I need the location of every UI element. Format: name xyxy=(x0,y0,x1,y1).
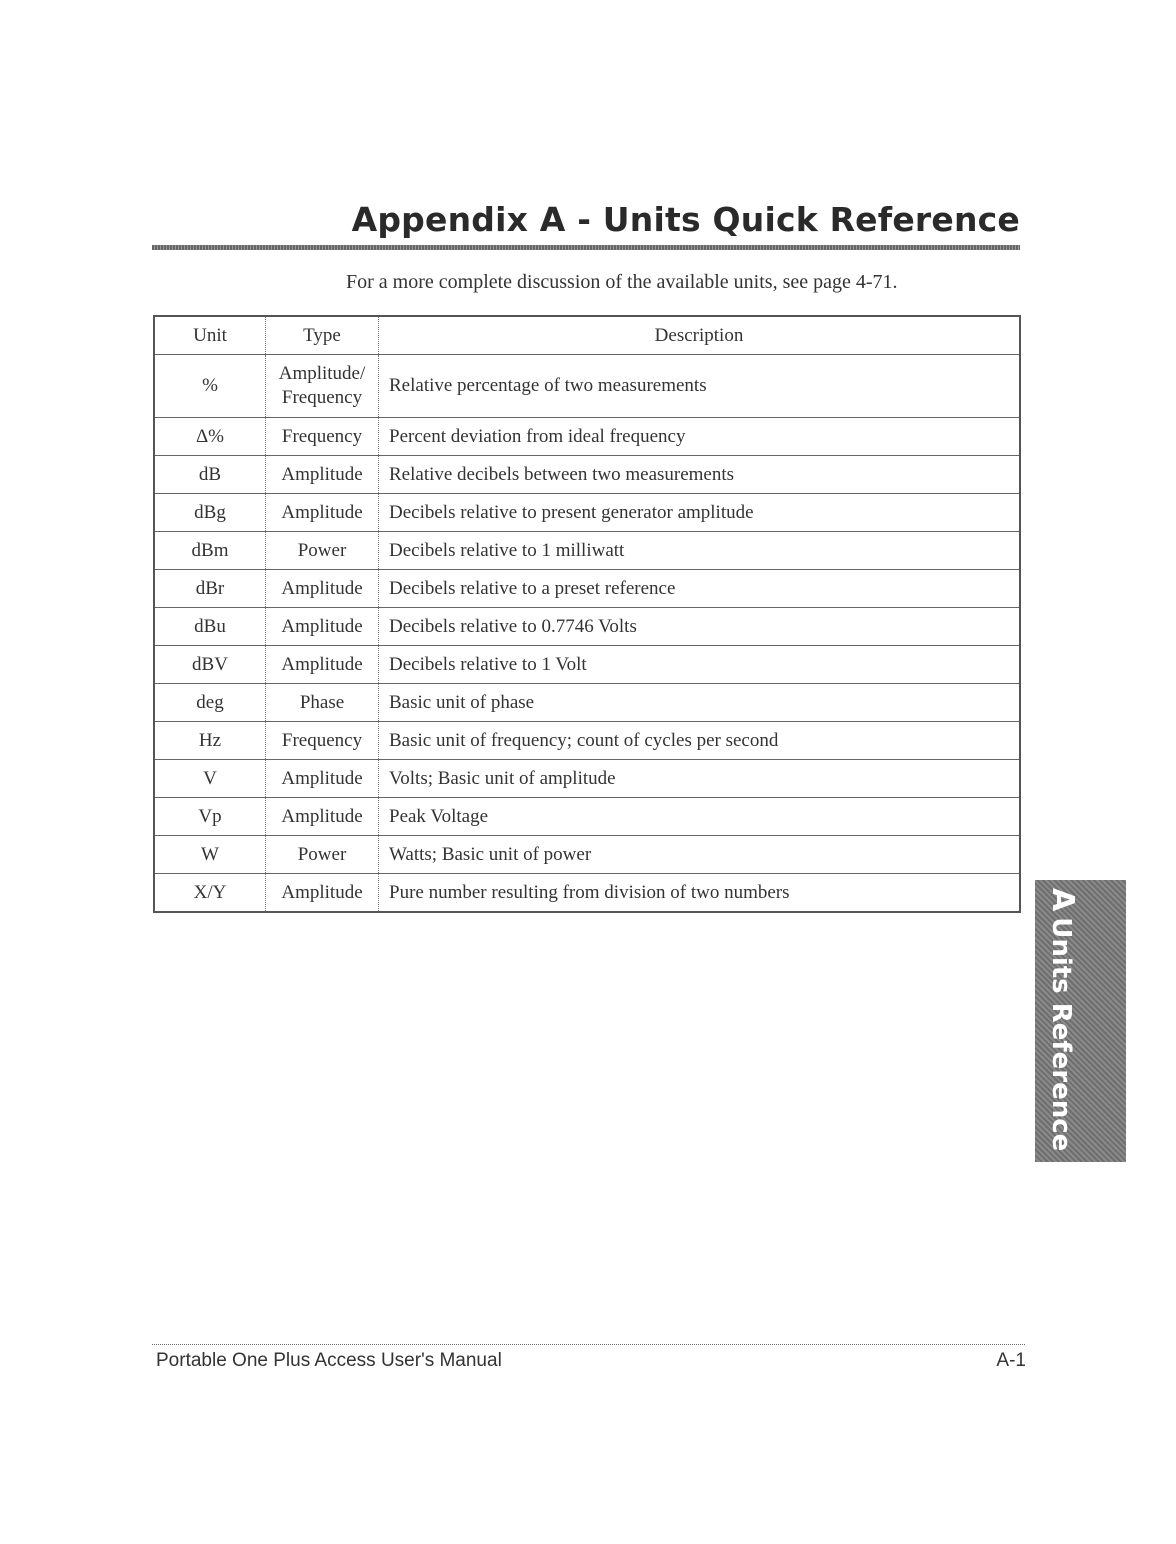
description-cell: Decibels relative to 1 milliwatt xyxy=(379,532,1021,570)
description-cell: Pure number resulting from division of two numbers xyxy=(379,874,1021,913)
unit-cell: dBm xyxy=(154,532,266,570)
type-cell: Frequency xyxy=(266,722,379,760)
table-row xyxy=(154,722,1020,760)
table-row xyxy=(154,684,1020,722)
unit-cell: W xyxy=(154,836,266,874)
description-cell: Relative decibels between two measurements xyxy=(379,456,1021,494)
type-cell: Power xyxy=(266,532,379,570)
description-cell: Decibels relative to present generator amplitude xyxy=(379,494,1021,532)
unit-cell: dBu xyxy=(154,608,266,646)
unit-cell: deg xyxy=(154,684,266,722)
description-cell: Decibels relative to 1 Volt xyxy=(379,646,1021,684)
type-cell: Amplitude xyxy=(266,760,379,798)
unit-cell: dBr xyxy=(154,570,266,608)
description-cell: Basic unit of phase xyxy=(379,684,1021,722)
table-header-row xyxy=(154,316,1020,355)
header-type: Type xyxy=(266,316,379,355)
description-cell: Basic unit of frequency; count of cycles per second xyxy=(379,722,1021,760)
side-tab-label: Units Reference xyxy=(1046,917,1076,1152)
table-row xyxy=(154,874,1020,913)
type-cell: Amplitude xyxy=(266,798,379,836)
description-cell: Decibels relative to a preset reference xyxy=(379,570,1021,608)
type-cell: Amplitude xyxy=(266,874,379,913)
type-cell: Amplitude xyxy=(266,570,379,608)
table-row xyxy=(154,646,1020,684)
description-cell: Percent deviation from ideal frequency xyxy=(379,418,1021,456)
unit-cell: V xyxy=(154,760,266,798)
type-cell: Power xyxy=(266,836,379,874)
unit-cell: dBV xyxy=(154,646,266,684)
description-cell: Volts; Basic unit of amplitude xyxy=(379,760,1021,798)
intro-text: For a more complete discussion of the available units, see page 4-71. xyxy=(346,271,898,293)
type-cell: Amplitude xyxy=(266,608,379,646)
unit-cell: Δ% xyxy=(154,418,266,456)
unit-cell: dBg xyxy=(154,494,266,532)
header-description: Description xyxy=(379,316,1021,355)
type-line: Amplitude/ xyxy=(278,363,366,384)
table-row xyxy=(154,570,1020,608)
table-row xyxy=(154,760,1020,798)
table-row xyxy=(154,456,1020,494)
side-tab-letter: A xyxy=(1045,888,1080,912)
type-cell xyxy=(266,355,379,418)
page-title: Appendix A - Units Quick Reference xyxy=(351,200,1020,239)
type-cell: Frequency xyxy=(266,418,379,456)
header-unit: Unit xyxy=(154,316,266,355)
type-cell: Amplitude xyxy=(266,646,379,684)
description-cell: Relative percentage of two measurements xyxy=(379,355,1021,418)
units-table xyxy=(153,315,1021,913)
unit-cell: Hz xyxy=(154,722,266,760)
type-line: Frequency xyxy=(281,387,363,408)
table-row xyxy=(154,836,1020,874)
unit-cell: Vp xyxy=(154,798,266,836)
side-tab-text xyxy=(1045,888,1080,1151)
description-cell: Watts; Basic unit of power xyxy=(379,836,1021,874)
footer-manual-title: Portable One Plus Access User's Manual xyxy=(156,1350,502,1371)
title-underline xyxy=(152,245,1020,250)
type-cell: Amplitude xyxy=(266,456,379,494)
unit-cell: % xyxy=(154,355,266,418)
unit-cell: X/Y xyxy=(154,874,266,913)
type-cell: Amplitude xyxy=(266,494,379,532)
section-side-tab xyxy=(1035,880,1126,1162)
table-row xyxy=(154,532,1020,570)
footer-page-number: A-1 xyxy=(996,1350,1026,1371)
unit-cell: dB xyxy=(154,456,266,494)
table-row xyxy=(154,608,1020,646)
description-cell: Decibels relative to 0.7746 Volts xyxy=(379,608,1021,646)
type-cell: Phase xyxy=(266,684,379,722)
footer-divider xyxy=(152,1344,1025,1346)
table-row xyxy=(154,494,1020,532)
table-row xyxy=(154,355,1020,418)
table-row xyxy=(154,798,1020,836)
table-row xyxy=(154,418,1020,456)
description-cell: Peak Voltage xyxy=(379,798,1021,836)
